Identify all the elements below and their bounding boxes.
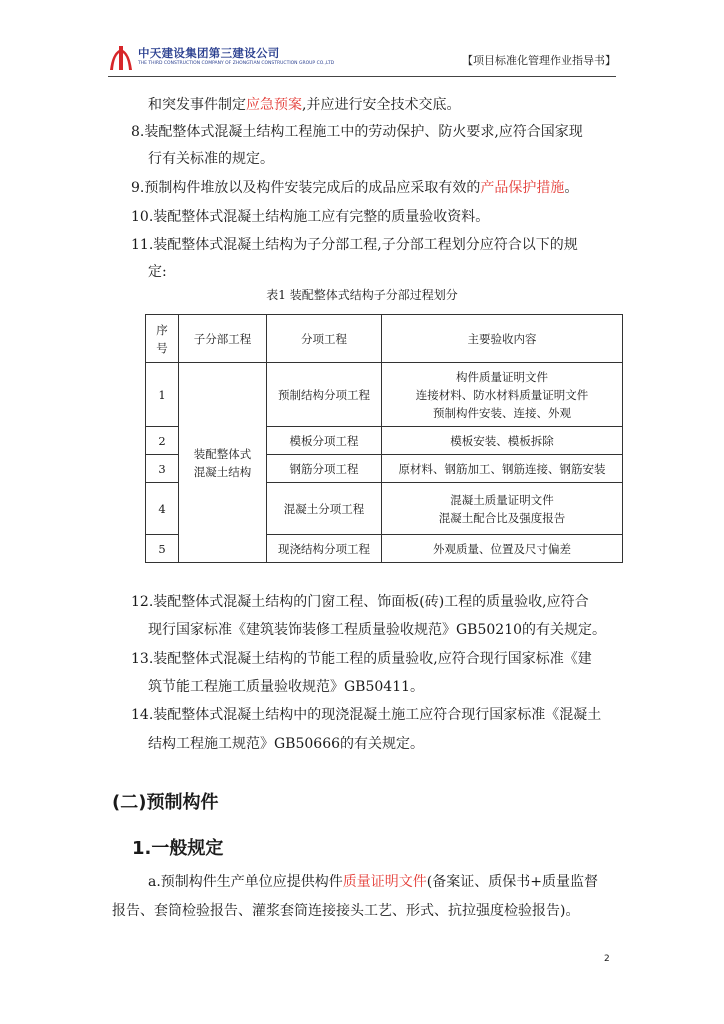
subdivision-table bbox=[145, 314, 623, 563]
text-run: 9.预制构件堆放以及构件安装完成后的成品应采取有效的 bbox=[131, 180, 481, 196]
text-run: 。 bbox=[564, 180, 579, 196]
highlight-text: 质量证明文件 bbox=[342, 874, 427, 890]
item-14-line-1: 14.装配整体式混凝土结构中的现浇混凝土施工应符合现行国家标准《混凝土 bbox=[131, 707, 602, 723]
document-title: 【项目标准化管理作业指导书】 bbox=[462, 54, 616, 67]
logo-english-name: THE THIRD CONSTRUCTION COMPANY OF ZHONGTIAN CONSTRUCTION GROUP CO.,LTD bbox=[138, 61, 335, 66]
text-run: (备案证、质保书+质量监督 bbox=[426, 874, 598, 890]
page-number: 2 bbox=[604, 954, 610, 964]
content-line: 连接材料、防水材料质量证明文件 bbox=[415, 387, 589, 402]
item-8-line-1: 8.装配整体式混凝土结构工程施工中的劳动保护、防火要求,应符合国家现 bbox=[131, 124, 583, 140]
item-10-line: 10.装配整体式混凝土结构施工应有完整的质量验收资料。 bbox=[131, 209, 490, 225]
item-cell: 钢筋分项工程 bbox=[267, 455, 382, 483]
item-13-line-2: 筑节能工程施工质量验收规范》GB50411。 bbox=[148, 679, 425, 695]
header-cell: 子分部工程 bbox=[179, 315, 267, 363]
item-cell: 混凝土分项工程 bbox=[267, 483, 382, 535]
content-line: 预制构件安装、连接、外观 bbox=[433, 405, 571, 420]
item-12-line-1: 12.装配整体式混凝土结构的门窗工程、饰面板(砖)工程的质量验收,应符合 bbox=[131, 594, 589, 610]
row-number: 5 bbox=[146, 535, 179, 563]
content-line: 构件质量证明文件 bbox=[456, 369, 548, 384]
logo-mark-icon bbox=[108, 44, 134, 72]
text-run: ,并应进行安全技术交底。 bbox=[302, 97, 461, 113]
content-cell bbox=[382, 535, 623, 563]
row-number: 3 bbox=[146, 455, 179, 483]
item-cell: 模板分项工程 bbox=[267, 427, 382, 455]
paragraph-a-line-2: 报告、套筒检验报告、灌浆套筒连接接头工艺、形式、抗拉强度检验报告)。 bbox=[112, 903, 580, 919]
header-cell: 分项工程 bbox=[267, 315, 382, 363]
logo-chinese-name: 中天建设集团第三建设公司 bbox=[138, 46, 280, 60]
text-run: 和突发事件制定 bbox=[148, 97, 246, 113]
section-heading: (二)预制构件 bbox=[112, 792, 219, 813]
table-header-row bbox=[146, 315, 623, 363]
item-12-line-2: 现行国家标准《建筑装饰装修工程质量验收规范》GB50210的有关规定。 bbox=[148, 622, 607, 638]
item-11-line-2: 定: bbox=[148, 264, 167, 280]
paragraph-line bbox=[148, 95, 460, 115]
content-cell bbox=[382, 427, 623, 455]
item-cell: 预制结构分项工程 bbox=[267, 363, 382, 427]
subsection-heading: 1.一般规定 bbox=[132, 838, 224, 859]
content-line: 原材料、钢筋加工、钢筋连接、钢筋安装 bbox=[398, 461, 606, 476]
subdivision-cell: 装配整体式混凝土结构 bbox=[179, 363, 267, 563]
item-cell: 现浇结构分项工程 bbox=[267, 535, 382, 563]
content-cell bbox=[382, 483, 623, 535]
content-cell bbox=[382, 455, 623, 483]
item-13-line-1: 13.装配整体式混凝土结构的节能工程的质量验收,应符合现行国家标准《建 bbox=[131, 651, 592, 667]
header-divider bbox=[108, 76, 616, 77]
text-run: a.预制构件生产单位应提供构件 bbox=[148, 874, 343, 890]
row-number: 1 bbox=[146, 363, 179, 427]
header-cell: 序号 bbox=[146, 315, 179, 363]
highlight-text: 应急预案 bbox=[246, 97, 302, 113]
item-14-line-2: 结构工程施工规范》GB50666的有关规定。 bbox=[148, 736, 425, 752]
item-9-line bbox=[131, 178, 578, 198]
paragraph-a-line-1 bbox=[148, 872, 598, 892]
highlight-text: 产品保护措施 bbox=[480, 180, 565, 196]
content-line: 外观质量、位置及尺寸偏差 bbox=[433, 541, 571, 556]
table-row bbox=[146, 363, 623, 427]
content-line: 混凝土配合比及强度报告 bbox=[438, 510, 566, 525]
item-8-line-2: 行有关标准的规定。 bbox=[148, 151, 274, 167]
company-logo bbox=[108, 44, 335, 72]
content-line: 模板安装、模板拆除 bbox=[450, 433, 554, 448]
header-cell: 主要验收内容 bbox=[382, 315, 623, 363]
content-cell bbox=[382, 363, 623, 427]
table-caption: 表1 装配整体式结构子分部过程划分 bbox=[266, 288, 458, 302]
item-11-line-1: 11.装配整体式混凝土结构为子分部工程,子分部工程划分应符合以下的规 bbox=[131, 237, 578, 253]
content-line: 混凝土质量证明文件 bbox=[450, 492, 554, 507]
page-header bbox=[108, 40, 616, 76]
row-number: 4 bbox=[146, 483, 179, 535]
row-number: 2 bbox=[146, 427, 179, 455]
